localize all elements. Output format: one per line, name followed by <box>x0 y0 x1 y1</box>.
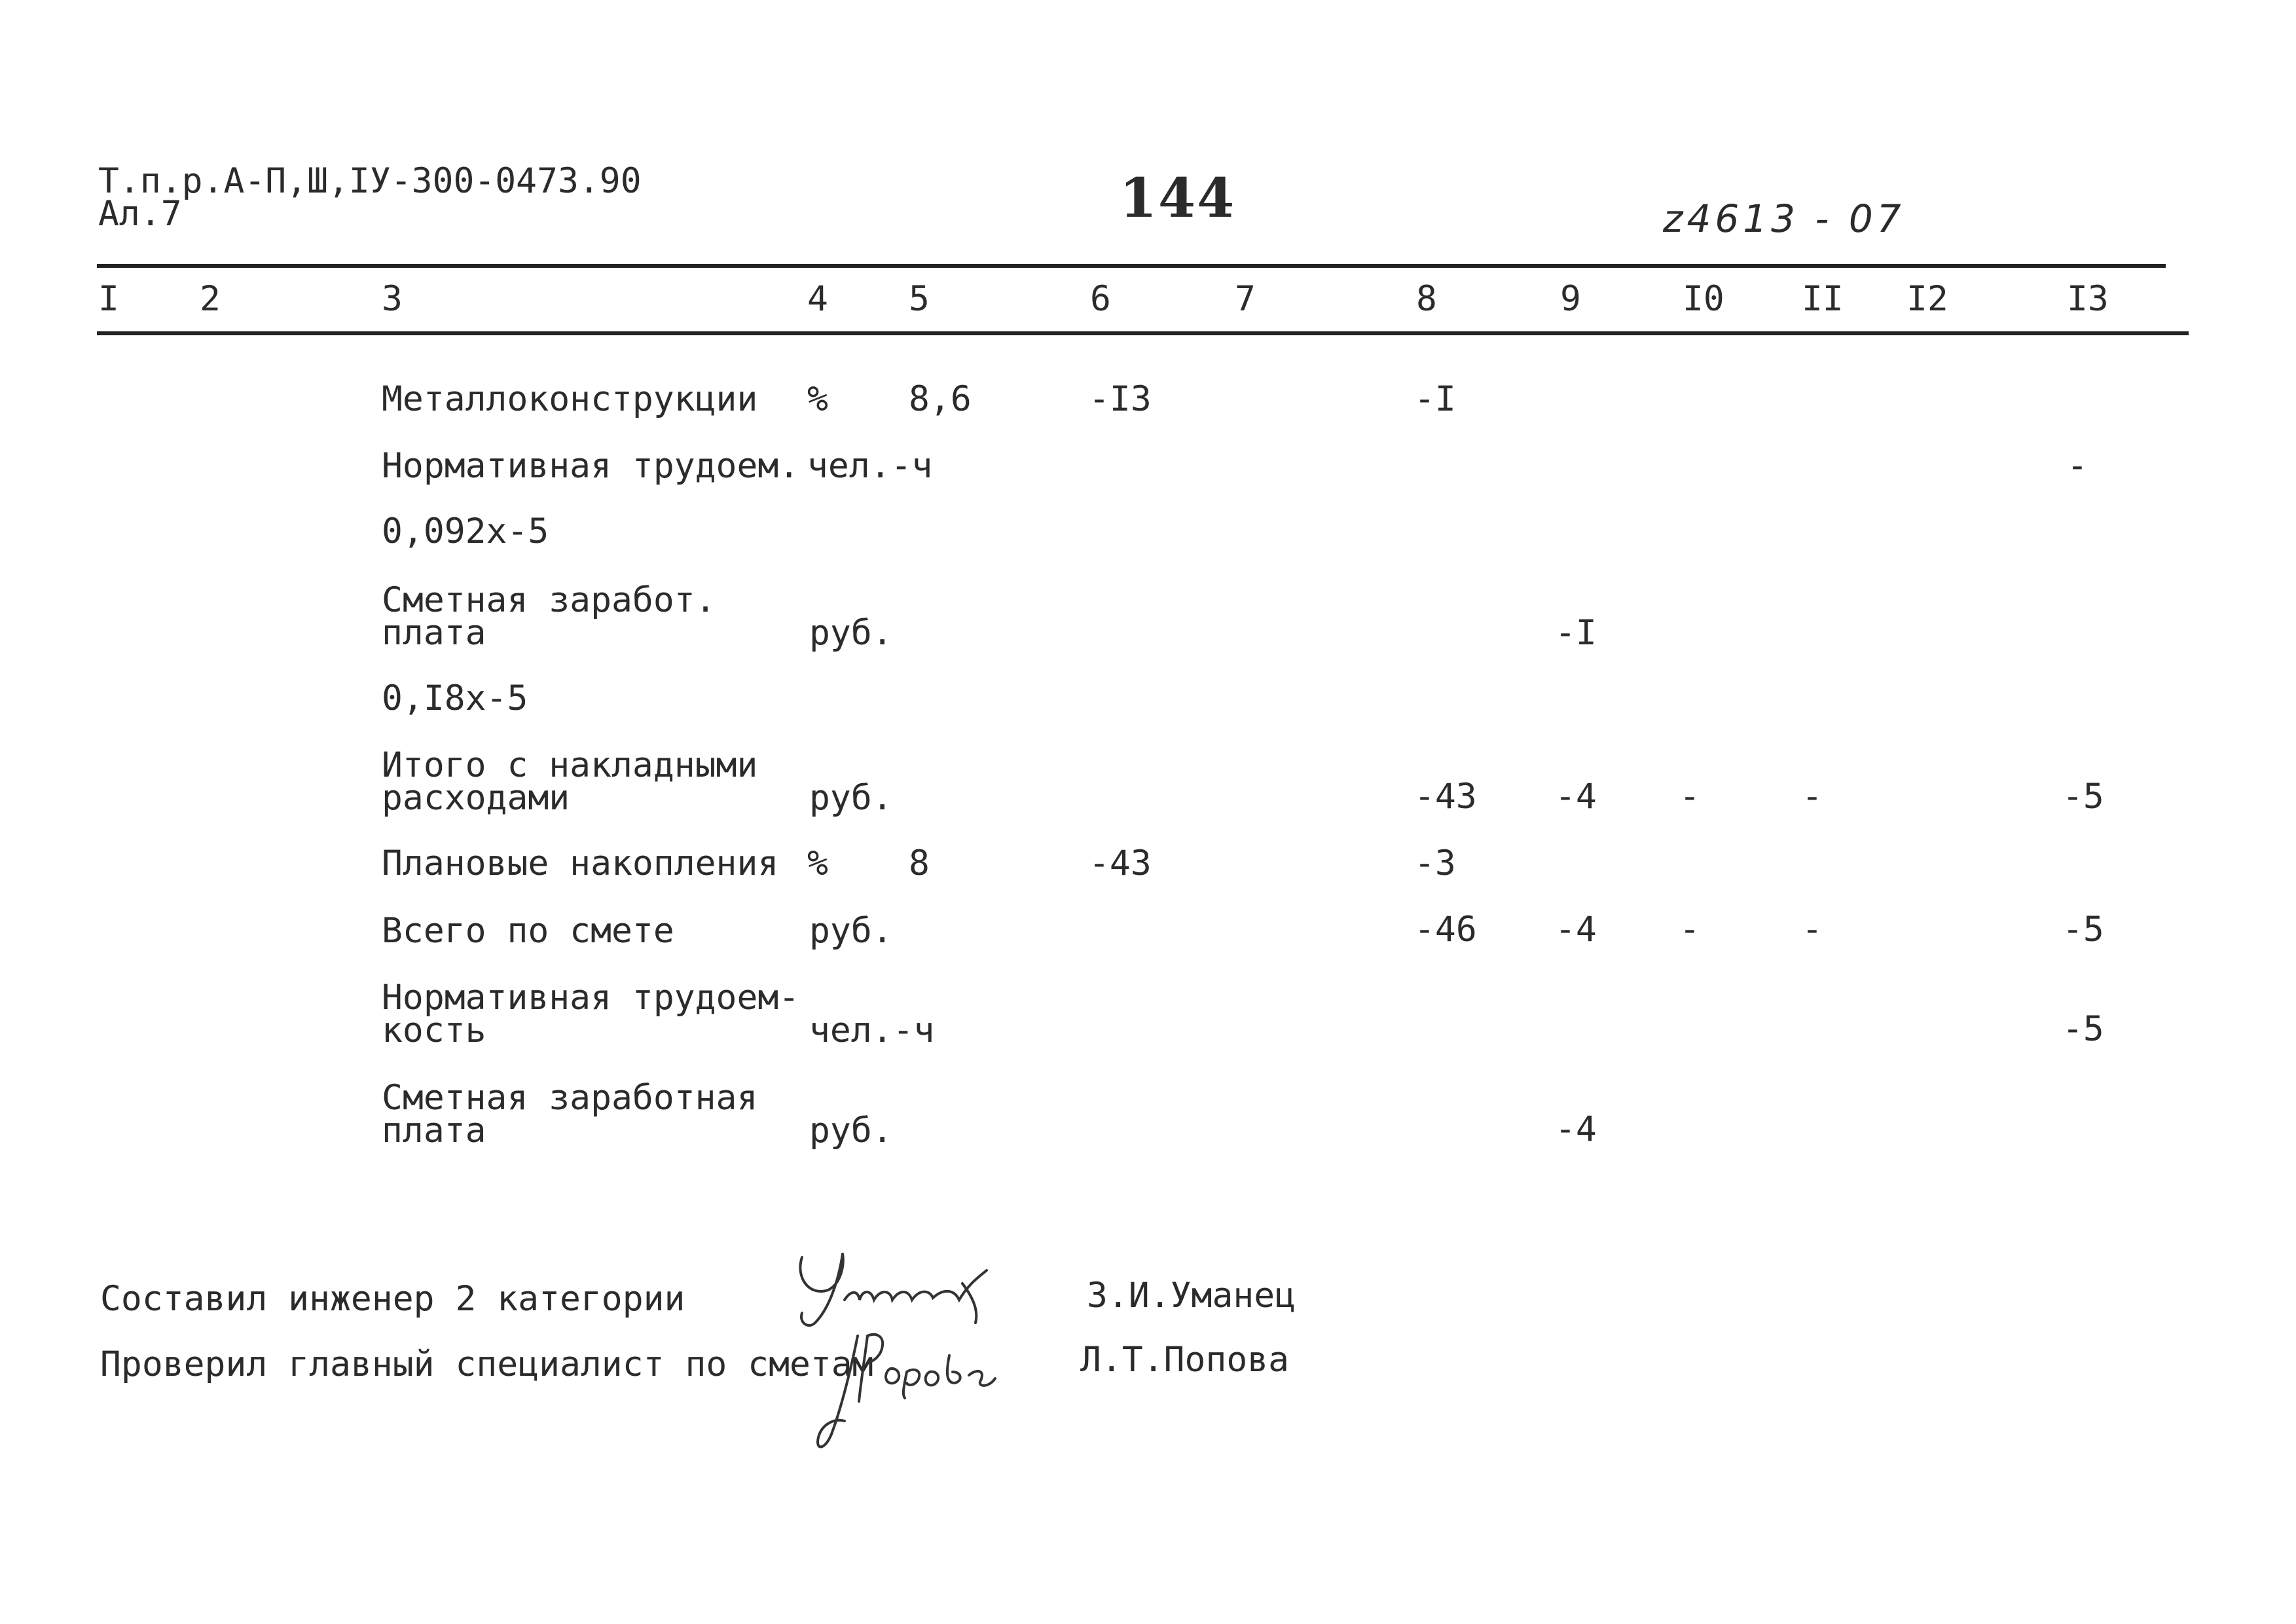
row-col-13: -5 <box>2062 1009 2104 1049</box>
col-header-8: 8 <box>1416 279 1437 319</box>
row-name: Металлоконструкции <box>382 379 758 419</box>
inventory-code: z4613 - 07 <box>1663 196 1905 241</box>
page-number: 144 <box>1120 167 1236 230</box>
row-unit: % <box>807 379 828 419</box>
col-header-11: II <box>1802 279 1844 319</box>
row-unit: руб. <box>809 911 893 951</box>
row-name: 0,092х-5 <box>382 511 549 551</box>
row-name: Плановые накопления <box>382 843 779 883</box>
col-header-3: 3 <box>382 279 403 319</box>
row-col-5: 8 <box>909 843 930 883</box>
col-header-7: 7 <box>1235 279 1256 319</box>
row-name-continued: расходами <box>382 778 570 818</box>
row-unit: руб. <box>809 613 893 653</box>
row-col-11: - <box>1802 910 1823 950</box>
col-header-10: I0 <box>1683 279 1724 319</box>
col-header-6: 6 <box>1090 279 1111 319</box>
row-name: Нормативная трудоем. <box>382 446 800 486</box>
row-name-continued: плата <box>382 1111 486 1151</box>
row-col-13: -5 <box>2062 910 2104 950</box>
row-name-continued: кость <box>382 1010 486 1050</box>
row-col-6: -I3 <box>1089 379 1152 419</box>
row-name-continued: плата <box>382 613 486 653</box>
row-col-5: 8,6 <box>909 379 972 419</box>
row-col-8: -43 <box>1414 777 1477 817</box>
col-header-5: 5 <box>909 279 930 319</box>
row-col-9: -I <box>1555 613 1597 653</box>
col-header-1: I <box>98 279 119 319</box>
row-name: Всего по смете <box>382 911 674 951</box>
header-top-rule <box>97 264 2166 268</box>
col-header-13: I3 <box>2067 279 2109 319</box>
col-header-12: I2 <box>1906 279 1948 319</box>
col-header-4: 4 <box>807 279 828 319</box>
row-col-8: -I <box>1414 379 1456 419</box>
row-name: Сметная заработная <box>382 1078 758 1118</box>
header-bottom-rule <box>97 331 2189 335</box>
row-col-10: - <box>1679 777 1700 817</box>
checked-by-label: Проверил главный специалист по сметам <box>100 1344 873 1384</box>
checked-by-signature <box>805 1310 1067 1460</box>
row-col-11: - <box>1802 777 1823 817</box>
row-unit: чел.-ч <box>809 1010 935 1050</box>
row-col-9: -4 <box>1555 910 1597 950</box>
row-col-13: - <box>2067 446 2088 486</box>
row-unit: руб. <box>809 778 893 818</box>
row-unit: чел.-ч <box>807 446 933 486</box>
row-col-9: -4 <box>1555 1109 1597 1149</box>
row-col-8: -3 <box>1414 843 1456 883</box>
row-col-9: -4 <box>1555 777 1597 817</box>
row-name: Нормативная трудоем- <box>382 978 800 1018</box>
document-code-line1: Т.п.р.А-П,Ш,IУ-300-0473.90 <box>98 161 642 201</box>
col-header-9: 9 <box>1560 279 1581 319</box>
col-header-2: 2 <box>200 279 221 319</box>
row-unit: % <box>807 843 828 883</box>
row-col-6: -43 <box>1089 843 1152 883</box>
row-name: Сметная заработ. <box>382 580 716 620</box>
compiled-by-name: З.И.Уманец <box>1087 1276 1296 1316</box>
row-col-8: -46 <box>1414 910 1477 950</box>
checked-by-name: Л.Т.Попова <box>1080 1340 1290 1380</box>
document-code-line2: Ал.7 <box>98 194 182 234</box>
compiled-by-label: Составил инженер 2 категории <box>100 1279 685 1319</box>
row-name: Итого с накладными <box>382 745 758 785</box>
row-unit: руб. <box>809 1111 893 1151</box>
row-col-13: -5 <box>2062 777 2104 817</box>
row-col-10: - <box>1679 910 1700 950</box>
row-name: 0,I8х-5 <box>382 678 528 718</box>
